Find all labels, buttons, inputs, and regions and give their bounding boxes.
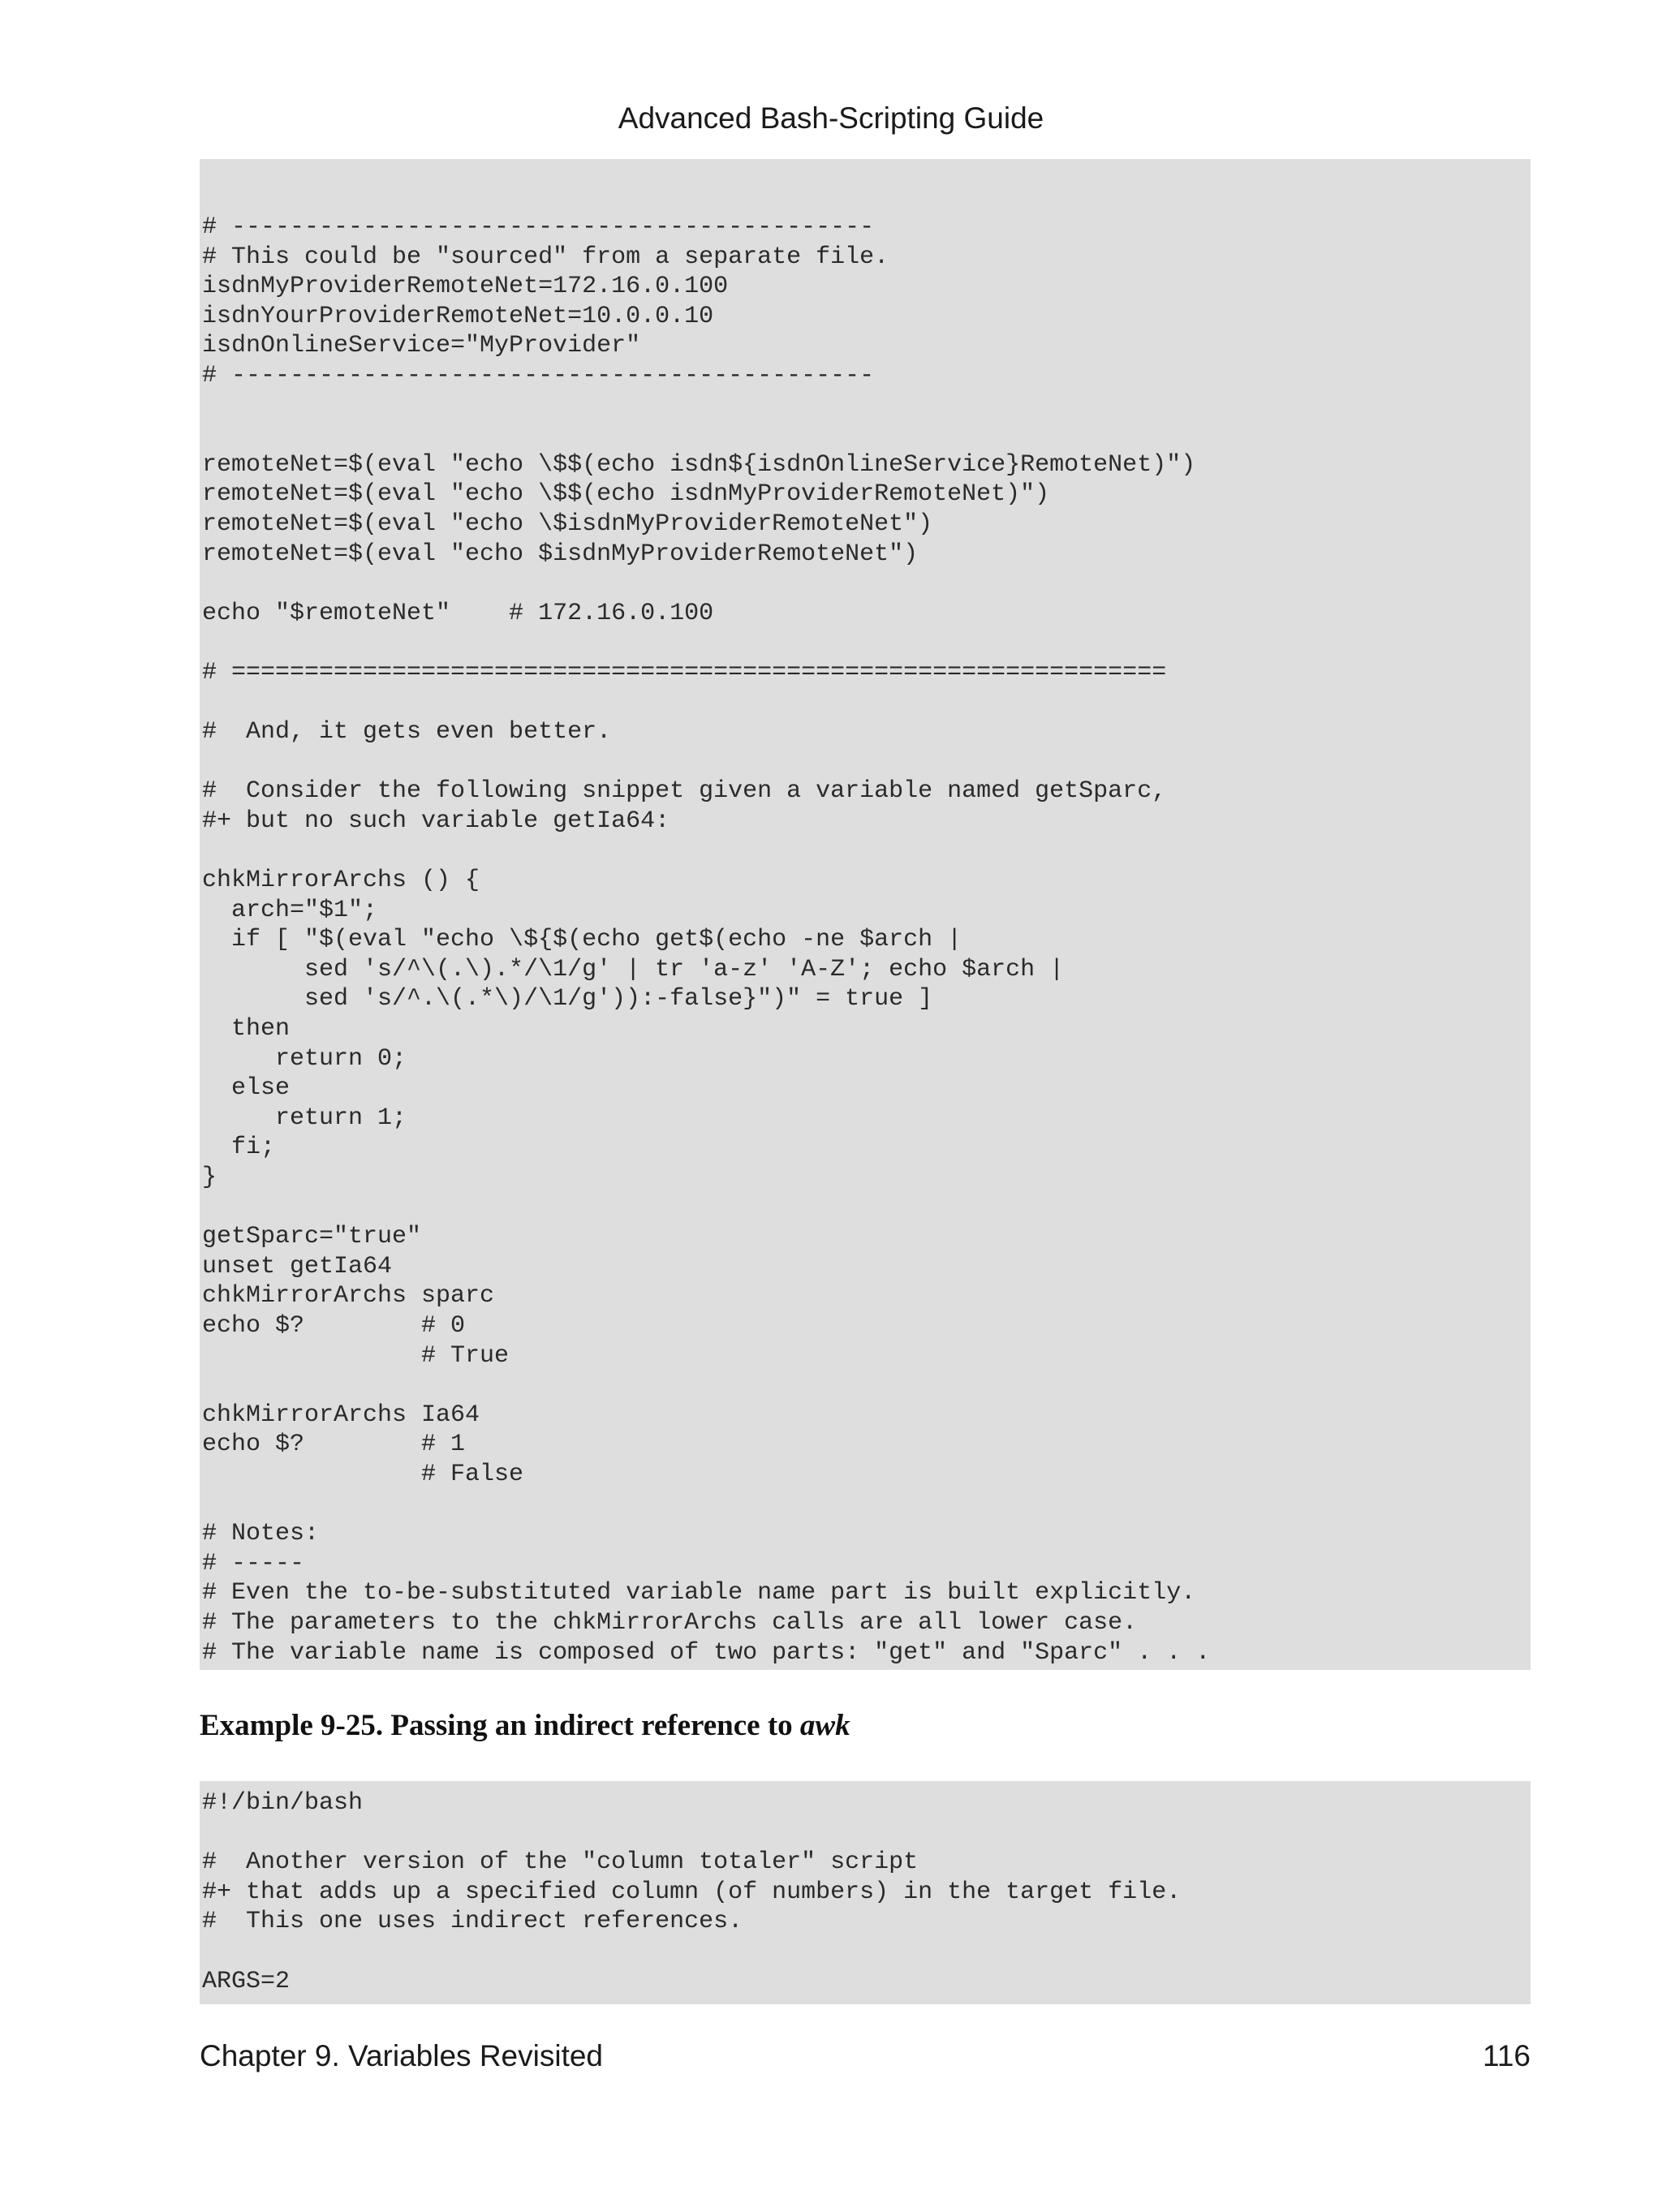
code-line: # ================================================================: [202, 658, 1167, 686]
code-line: #+ but no such variable getIa64:: [202, 807, 670, 835]
code-line: [202, 628, 1531, 658]
code-line: [202, 1193, 1531, 1223]
code-line: [202, 836, 1531, 866]
code-line: isdnMyProviderRemoteNet=172.16.0.100: [202, 273, 729, 301]
code-line: # This one uses indirect references.: [202, 1908, 743, 1936]
code-line: return 1;: [202, 1104, 407, 1132]
code-line: # -----: [202, 1549, 305, 1577]
code-line: echo $? # 0: [202, 1311, 466, 1340]
code-line: # --------------------------------------------: [202, 213, 875, 241]
code-line: [202, 420, 1531, 450]
code-line: return 0;: [202, 1044, 407, 1073]
chapter-title: Chapter 9. Variables Revisited: [200, 2039, 604, 2072]
code-listing: [200, 159, 1531, 1670]
code-line: sed 's/^\(.\).*/\1/g' | tr 'a-z' 'A-Z'; echo $arch |: [202, 955, 1065, 983]
code-line: then: [202, 1015, 291, 1044]
code-line: ARGS=2: [202, 1967, 291, 1995]
running-header: Advanced Bash-Scripting Guide: [618, 101, 1044, 135]
code-listing-awk-example: [200, 1781, 1531, 2004]
code-line: sed 's/^.\(.*\)/\1/g')):-false}")" = true ]: [202, 985, 933, 1013]
code-line: fi;: [202, 1134, 276, 1162]
code-line: #!/bin/bash: [202, 1789, 364, 1817]
code-line: # Even the to-be-substituted variable name part is built explicitly.: [202, 1579, 1196, 1607]
code-line: # This could be "sourced" from a separate file.: [202, 243, 889, 271]
code-line: remoteNet=$(eval "echo \$isdnMyProviderRemoteNet"): [202, 510, 933, 538]
code-line: #+ that adds up a specified column (of numbers) in the target file.: [202, 1878, 1182, 1906]
code-line: # Notes:: [202, 1520, 320, 1548]
code-line: remoteNet=$(eval "echo $isdnMyProviderRemoteNet"): [202, 540, 919, 568]
code-line: [202, 1937, 1531, 1967]
example-title-text: Example 9-25. Passing an indirect reference to: [200, 1709, 800, 1742]
code-line: remoteNet=$(eval "echo \$$(echo isdnMyProviderRemoteNet)"): [202, 480, 1050, 509]
code-line: # Another version of the "column totaler" script: [202, 1848, 919, 1877]
code-line: unset getIa64: [202, 1252, 393, 1280]
code-line: [202, 688, 1531, 718]
code-line: remoteNet=$(eval "echo \$$(echo isdn${isdnOnlineService}RemoteNet)"): [202, 450, 1196, 479]
code-line: chkMirrorArchs Ia64: [202, 1401, 480, 1429]
code-line: # --------------------------------------------: [202, 361, 875, 389]
code-line: getSparc="true": [202, 1223, 422, 1251]
code-line: [202, 391, 1531, 421]
code-line: # And, it gets even better.: [202, 718, 612, 747]
code-line: [202, 1490, 1531, 1520]
code-line: echo $? # 1: [202, 1431, 466, 1459]
code-line: isdnYourProviderRemoteNet=10.0.0.10: [202, 302, 714, 330]
code-line: # The parameters to the chkMirrorArchs calls are all lower case.: [202, 1608, 1138, 1637]
code-line: # True: [202, 1341, 510, 1370]
code-line: [202, 569, 1531, 599]
code-line: [202, 747, 1531, 777]
code-line: if [ "$(eval "echo \${$(echo get$(echo -ne $arch |: [202, 926, 962, 954]
code-line: chkMirrorArchs sparc: [202, 1282, 495, 1310]
code-line: arch="$1";: [202, 896, 378, 924]
example-title: [200, 1708, 850, 1744]
code-line: [202, 1818, 1531, 1848]
code-line: echo "$remoteNet" # 172.16.0.100: [202, 599, 714, 627]
code-line: [202, 1371, 1531, 1401]
code-line: else: [202, 1074, 291, 1103]
code-line: isdnOnlineService="MyProvider": [202, 332, 641, 360]
example-title-command: awk: [799, 1709, 850, 1742]
code-line: # The variable name is composed of two parts: "get" and "Sparc" . . .: [202, 1638, 1211, 1667]
code-line: chkMirrorArchs () {: [202, 867, 480, 895]
code-line: # False: [202, 1460, 524, 1488]
page-number: 116: [1483, 2039, 1531, 2072]
code-line: # Consider the following snippet given a variable named getSparc,: [202, 777, 1167, 806]
code-line: }: [202, 1164, 217, 1191]
